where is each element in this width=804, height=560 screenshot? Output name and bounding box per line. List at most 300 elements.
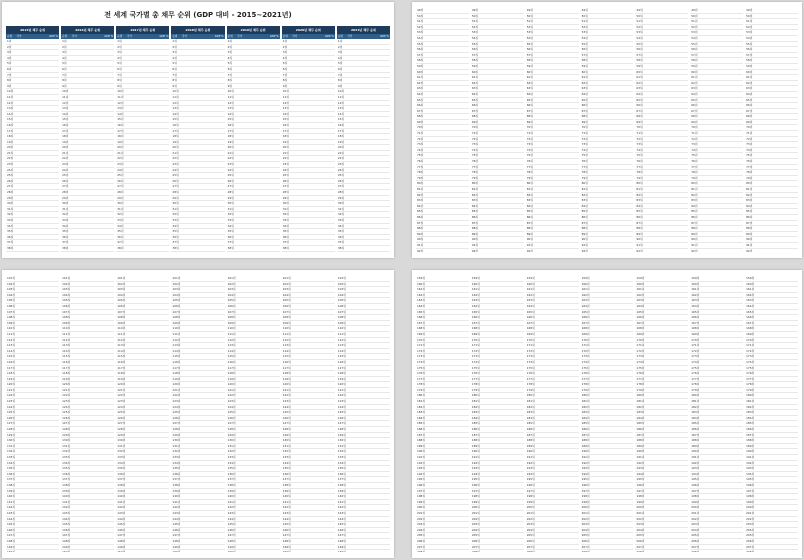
value-cell (210, 123, 224, 128)
rank-cell: 15위 (172, 117, 179, 122)
country-cell (426, 332, 455, 337)
value-cell (729, 237, 743, 242)
rank-cell: 124위 (7, 404, 16, 409)
country-cell (181, 326, 210, 331)
value-cell (376, 332, 390, 337)
country-cell (480, 449, 509, 454)
value-cell (100, 477, 114, 482)
value-cell (155, 276, 169, 281)
value-cell (265, 315, 279, 320)
value-cell (455, 287, 469, 292)
country-cell (236, 201, 265, 206)
value-cell (674, 193, 688, 198)
country-cell (480, 315, 509, 320)
value-cell (45, 433, 59, 438)
value-cell (265, 466, 279, 471)
value-cell (376, 173, 390, 178)
rank-cell: 138위 (172, 482, 181, 487)
rank-cell: 118위 (227, 371, 236, 376)
country-cell (645, 30, 674, 35)
country-cell (426, 517, 455, 522)
value-cell (155, 393, 169, 398)
rank-cell: 11위 (172, 94, 179, 99)
rank-cell: 56위 (471, 47, 479, 52)
country-cell (181, 393, 210, 398)
rank-cell: 19위 (62, 139, 69, 144)
rank-cell: 126위 (227, 415, 236, 420)
rank-cell: 110위 (62, 326, 71, 331)
rank-cell: 107위 (62, 309, 71, 314)
column-header-value: GDP % (214, 35, 224, 38)
rank-cell: 90위 (636, 237, 643, 242)
value-cell (619, 8, 633, 13)
rank-cell: 27위 (227, 184, 234, 189)
value-cell (564, 226, 578, 231)
country-cell (291, 140, 320, 145)
rank-cell: 147위 (117, 533, 126, 538)
year-block (171, 26, 224, 252)
rank-cell: 196위 (471, 482, 480, 487)
value-cell (100, 229, 114, 234)
rank-cell: 127위 (282, 421, 291, 426)
value-cell (729, 243, 743, 248)
value-cell (510, 472, 524, 477)
value-cell (155, 489, 169, 494)
rank-cell: 24위 (282, 167, 289, 172)
rank-cell: 71위 (417, 131, 424, 136)
country-cell (480, 349, 509, 354)
rank-cell: 66위 (471, 103, 479, 108)
rank-cell: 107위 (117, 309, 126, 314)
rank-cell: 201위 (471, 510, 480, 515)
rank-cell: 113위 (282, 343, 291, 348)
country-cell (700, 103, 729, 108)
rank-cell: 135위 (172, 466, 181, 471)
country-cell (755, 176, 784, 181)
rank-cell: 71위 (526, 131, 533, 136)
country-cell (700, 165, 729, 170)
country-cell (236, 382, 265, 387)
country-cell (236, 134, 265, 139)
value-cell (729, 103, 743, 108)
rank-cell: 53위 (581, 30, 588, 35)
country-cell (181, 212, 210, 217)
country-cell (346, 73, 375, 78)
value-cell (45, 550, 59, 552)
country-cell (590, 120, 619, 125)
value-cell (729, 58, 743, 63)
country-cell (426, 276, 455, 281)
country-cell (16, 140, 45, 145)
rank-cell: 84위 (746, 203, 753, 208)
value-cell (321, 388, 335, 393)
country-cell (16, 539, 45, 544)
value-cell (455, 75, 469, 80)
rank-cell: 135위 (227, 466, 236, 471)
rank-cell: 110위 (282, 326, 291, 331)
value-cell (376, 134, 390, 139)
rank-cell: 11위 (62, 94, 69, 99)
value-cell (265, 461, 279, 466)
rank-cell: 36위 (117, 234, 124, 239)
country-cell (700, 148, 729, 153)
country-cell (71, 421, 100, 426)
country-cell (480, 237, 509, 242)
country-cell (291, 505, 320, 510)
rank-cell: 145위 (62, 522, 71, 527)
country-cell (236, 101, 265, 106)
country-cell (590, 187, 619, 192)
country-cell (755, 36, 784, 41)
value-cell (564, 243, 578, 248)
value-cell (210, 304, 224, 309)
country-cell (181, 349, 210, 354)
country-cell (346, 472, 375, 477)
country-cell (480, 204, 509, 209)
value-cell (155, 293, 169, 298)
rank-cell: 51위 (746, 19, 753, 24)
country-cell (480, 377, 509, 382)
rank-cell: 54위 (746, 35, 753, 40)
rank-cell: 127위 (62, 421, 71, 426)
country-cell (16, 399, 45, 404)
rank-cell: 164위 (417, 303, 426, 308)
rank-cell: 162위 (417, 292, 426, 297)
rank-cell: 73위 (746, 142, 753, 147)
rank-cell: 118위 (337, 371, 346, 376)
country-cell (480, 287, 509, 292)
value-cell (564, 287, 578, 292)
country-cell (426, 382, 455, 387)
rank-cell: 115위 (172, 354, 181, 359)
value-cell (100, 310, 114, 315)
rank-cell: 161위 (417, 287, 426, 292)
rank-cell: 55위 (581, 41, 588, 46)
rank-cell: 129위 (337, 432, 346, 437)
value-cell (265, 151, 279, 156)
value-cell (564, 103, 578, 108)
rank-cell: 144위 (227, 516, 236, 521)
country-cell (755, 170, 784, 175)
value-cell (321, 455, 335, 460)
rank-cell: 7위 (117, 72, 122, 77)
rank-cell: 14위 (7, 111, 14, 116)
value-cell (510, 243, 524, 248)
rank-cell: 204위 (471, 527, 480, 532)
value-cell (155, 56, 169, 61)
value-cell (619, 53, 633, 58)
value-cell (321, 366, 335, 371)
country-cell (291, 528, 320, 533)
rank-cell: 128위 (282, 427, 291, 432)
rank-cell: 131위 (62, 443, 71, 448)
rank-cell: 91위 (471, 242, 479, 247)
rank-cell: 172위 (471, 348, 480, 353)
value-cell (729, 109, 743, 114)
country-cell (755, 114, 784, 119)
value-cell (376, 494, 390, 499)
value-cell (376, 140, 390, 145)
value-cell (265, 500, 279, 505)
country-cell (535, 120, 564, 125)
country-cell (126, 67, 155, 72)
rank-cell: 30위 (337, 201, 345, 206)
country-cell (426, 354, 455, 359)
rank-cell: 133위 (7, 455, 16, 459)
country-cell (16, 282, 45, 287)
country-cell (645, 86, 674, 91)
value-cell (729, 98, 743, 103)
rank-cell: 84위 (581, 203, 588, 208)
country-cell (426, 449, 455, 454)
country-cell (71, 455, 100, 460)
rank-cell: 114위 (7, 348, 16, 353)
country-cell (71, 45, 100, 50)
rank-cell: 137위 (172, 477, 181, 482)
value-cell (45, 477, 59, 482)
country-cell (236, 326, 265, 331)
value-cell (210, 224, 224, 229)
ranking-rows (227, 276, 280, 552)
rank-cell: 116위 (117, 359, 126, 364)
country-cell (291, 517, 320, 522)
value-cell (100, 67, 114, 72)
rank-cell: 106위 (282, 303, 291, 308)
rank-cell: 20위 (282, 145, 289, 150)
rank-cell: 19위 (7, 139, 14, 144)
country-cell (71, 366, 100, 371)
country-cell (126, 494, 155, 499)
country-cell (236, 483, 265, 488)
value-cell (376, 293, 390, 298)
value-cell (265, 56, 279, 61)
rank-cell: 119위 (172, 376, 181, 381)
value-cell (45, 190, 59, 195)
ranking-rows (416, 276, 469, 552)
value-cell (455, 483, 469, 488)
country-cell (236, 287, 265, 292)
country-cell (755, 165, 784, 170)
value-cell (155, 517, 169, 522)
rank-cell: 55위 (636, 41, 643, 46)
rank-cell: 26위 (227, 178, 234, 183)
rank-cell: 2위 (7, 44, 12, 49)
rank-cell: 134위 (172, 460, 181, 465)
country-cell (291, 494, 320, 499)
country-cell (126, 477, 155, 482)
rank-cell: 159위 (526, 276, 535, 280)
country-cell (71, 218, 100, 223)
rank-cell: 77위 (471, 164, 479, 169)
value-cell (100, 343, 114, 348)
country-cell (291, 433, 320, 438)
rank-cell: 76위 (417, 159, 424, 164)
value-cell (100, 78, 114, 83)
country-cell (480, 42, 509, 47)
country-cell (71, 145, 100, 150)
column-header-country: 국가 (181, 35, 187, 38)
country-cell (291, 449, 320, 454)
country-cell (126, 218, 155, 223)
value-cell (100, 95, 114, 100)
country-cell (71, 466, 100, 471)
value-cell (210, 405, 224, 410)
rank-cell: 75위 (636, 153, 643, 158)
country-cell (700, 14, 729, 19)
rank-cell: 118위 (282, 371, 291, 376)
rank-cell: 19위 (172, 139, 179, 144)
value-cell (376, 315, 390, 320)
rank-cell: 78위 (691, 170, 698, 175)
rank-cell: 129위 (117, 432, 126, 437)
country-cell (426, 416, 455, 421)
country-cell (16, 517, 45, 522)
country-cell (426, 321, 455, 326)
value-cell (45, 73, 59, 78)
country-cell (236, 455, 265, 460)
rank-cell: 63위 (746, 86, 753, 91)
rank-cell: 88위 (581, 226, 588, 231)
rank-cell: 76위 (746, 159, 753, 164)
country-cell (181, 388, 210, 393)
value-cell (674, 209, 688, 214)
value-cell (45, 101, 59, 106)
rank-cell: 5위 (172, 61, 177, 66)
value-cell (321, 162, 335, 167)
value-cell (155, 494, 169, 499)
rank-cell: 50위 (691, 13, 698, 18)
country-cell (71, 212, 100, 217)
rank-cell: 105위 (7, 298, 16, 303)
country-cell (126, 201, 155, 206)
country-cell (755, 125, 784, 130)
country-cell (291, 343, 320, 348)
value-cell (321, 466, 335, 471)
value-cell (510, 86, 524, 91)
value-cell (265, 50, 279, 55)
rank-cell: 72위 (581, 136, 588, 141)
table-row (416, 550, 469, 552)
country-cell (480, 399, 509, 404)
value-cell (210, 466, 224, 471)
rank-cell: 18위 (227, 134, 234, 139)
value-cell (455, 170, 469, 175)
country-cell (16, 145, 45, 150)
rank-cell: 4위 (227, 55, 233, 60)
rank-cell: 163위 (417, 298, 426, 303)
country-cell (126, 89, 155, 94)
value-cell (510, 310, 524, 315)
rank-cell: 202위 (417, 516, 426, 521)
country-cell (346, 483, 375, 488)
country-cell (426, 528, 455, 533)
rank-cell: 38위 (7, 245, 14, 250)
rank-cell: 142위 (337, 505, 346, 510)
country-cell (700, 64, 729, 69)
rank-cell: 106위 (117, 303, 126, 308)
value-cell (45, 89, 59, 94)
value-cell (45, 84, 59, 89)
value-cell (45, 332, 59, 337)
value-cell (510, 528, 524, 533)
value-cell (100, 472, 114, 477)
value-cell (265, 229, 279, 234)
value-cell (265, 522, 279, 527)
value-cell (674, 53, 688, 58)
country-cell (236, 140, 265, 145)
country-cell (346, 156, 375, 161)
value-cell (321, 145, 335, 150)
country-cell (126, 168, 155, 173)
rank-cell: 194위 (471, 471, 480, 476)
country-cell (71, 56, 100, 61)
rank-cell: 58위 (636, 58, 643, 63)
country-cell (535, 64, 564, 69)
rank-cell: 134위 (62, 460, 71, 465)
rank-cell: 145위 (172, 522, 181, 527)
country-cell (71, 354, 100, 359)
value-cell (729, 86, 743, 91)
value-cell (321, 106, 335, 111)
rank-cell: 8위 (117, 78, 122, 83)
rank-cell: 49위 (636, 8, 643, 12)
country-cell (700, 8, 729, 13)
country-cell (126, 388, 155, 393)
value-cell (564, 170, 578, 175)
rank-cell: 149위 (172, 544, 181, 549)
value-cell (45, 517, 59, 522)
year-block (416, 276, 469, 552)
value-cell (376, 310, 390, 315)
country-cell (16, 421, 45, 426)
rank-cell: 133위 (117, 455, 126, 459)
rank-cell: 73위 (417, 142, 424, 147)
rank-cell: 140위 (227, 494, 236, 499)
rank-cell: 79위 (417, 175, 424, 180)
country-cell (426, 338, 455, 343)
rank-cell: 52위 (636, 24, 643, 29)
country-cell (16, 472, 45, 477)
country-cell (181, 461, 210, 466)
country-cell (590, 19, 619, 24)
rank-cell: 179위 (471, 387, 480, 392)
value-cell (45, 168, 59, 173)
column-header-value: GDP % (380, 35, 389, 38)
country-cell (126, 196, 155, 201)
country-cell (346, 168, 375, 173)
value-cell (45, 545, 59, 550)
value-cell (210, 522, 224, 527)
value-cell (100, 416, 114, 421)
country-cell (645, 14, 674, 19)
country-cell (71, 494, 100, 499)
value-cell (510, 298, 524, 303)
rank-cell: 170위 (471, 337, 480, 342)
rank-cell: 61위 (691, 75, 698, 80)
country-cell (645, 70, 674, 75)
rank-cell: 115위 (227, 354, 236, 359)
value-cell (100, 517, 114, 522)
rank-cell: 132위 (282, 449, 291, 454)
country-cell (181, 416, 210, 421)
value-cell (265, 533, 279, 538)
column-header-country: 국가 (16, 35, 22, 38)
rank-cell: 34위 (117, 223, 124, 228)
rank-cell: 202위 (471, 516, 480, 521)
rank-cell (171, 550, 181, 552)
rank-cell: 56위 (526, 47, 533, 52)
country-cell (426, 92, 455, 97)
